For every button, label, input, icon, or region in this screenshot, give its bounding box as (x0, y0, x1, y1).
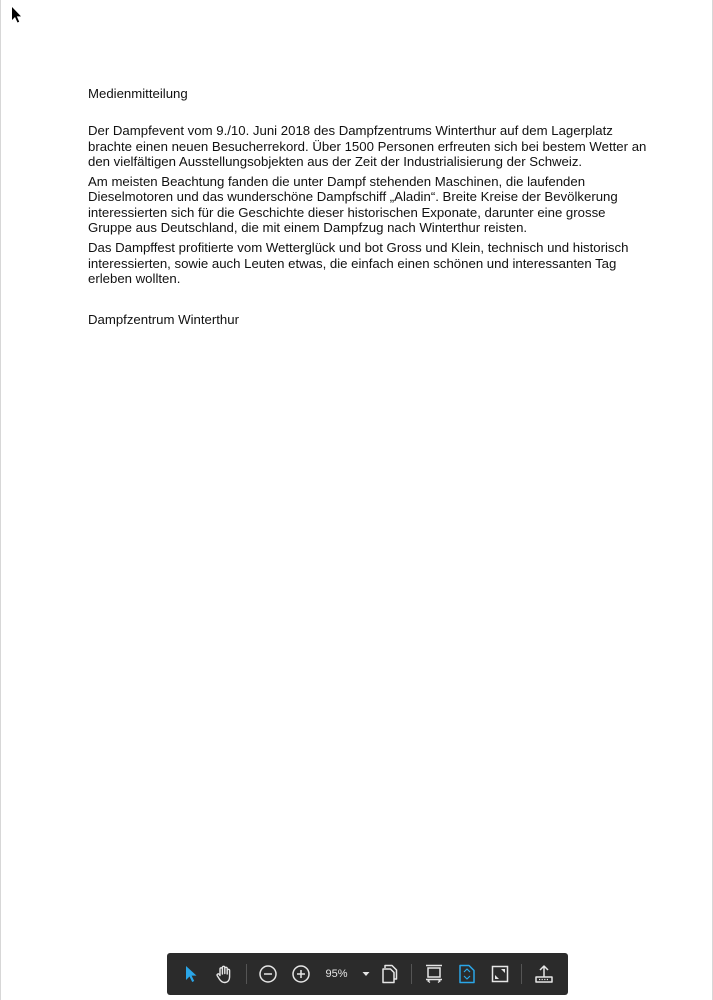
zoom-in-button[interactable] (285, 957, 318, 991)
document-title: Medienmitteilung (88, 86, 188, 101)
document-body (88, 86, 648, 328)
page-view-icon (381, 964, 399, 984)
download-icon (534, 964, 554, 984)
zoom-out-icon (258, 964, 278, 984)
document-signature: Dampfzentrum Winterthur (88, 312, 239, 328)
hand-icon (214, 964, 234, 984)
hand-tool-button[interactable] (208, 957, 241, 991)
fit-width-icon (458, 964, 476, 984)
mouse-cursor-icon (12, 7, 22, 23)
paragraph-1: Der Dampfevent vom 9./10. Juni 2018 des Dampfzentrums Winterthur auf dem Lagerplatz brachte einen neuen Besucherrekord. Über 1500 Personen erfreuten sich bei bestem Wetter an den vielfältigen Ausstellungsobjekten aus der Zeit der Industrialisierung der Schweiz. (88, 123, 647, 169)
fit-page-button[interactable] (417, 957, 450, 991)
zoom-out-button[interactable] (252, 957, 285, 991)
toolbar-separator (521, 964, 522, 984)
download-button[interactable] (527, 957, 560, 991)
select-tool-button[interactable] (175, 957, 208, 991)
viewer-toolbar (167, 953, 568, 995)
chevron-down-icon (362, 971, 370, 977)
zoom-in-icon (291, 964, 311, 984)
select-arrow-icon (184, 965, 198, 983)
paragraph-3: Das Dampffest profitierte vom Wetterglück und bot Gross und Klein, technisch und historisch interessierten, sowie auch Leuten etwas, die einfach einen schönen und interessanten Tag erleben wollten. (88, 240, 629, 286)
zoom-level-dropdown[interactable] (318, 957, 374, 991)
fit-width-button[interactable] (450, 957, 483, 991)
zoom-level-value: 95% (325, 968, 348, 980)
toolbar-separator (246, 964, 247, 984)
page-view-button[interactable] (374, 957, 407, 991)
fullscreen-icon (491, 965, 509, 983)
fullscreen-button[interactable] (483, 957, 516, 991)
toolbar-separator (411, 964, 412, 984)
fit-page-icon (424, 964, 444, 984)
paragraph-2: Am meisten Beachtung fanden die unter Dampf stehenden Maschinen, die laufenden Dieselmotoren und das wunderschöne Dampfschiff „Aladin“. Breite Kreise der Bevölkerung interessierten sich für die Geschichte dieser historischen Exponate, darunter eine grosse Gruppe aus Deutschland, die mit einem Dampfzug nach Winterthur reisten. (88, 174, 618, 236)
